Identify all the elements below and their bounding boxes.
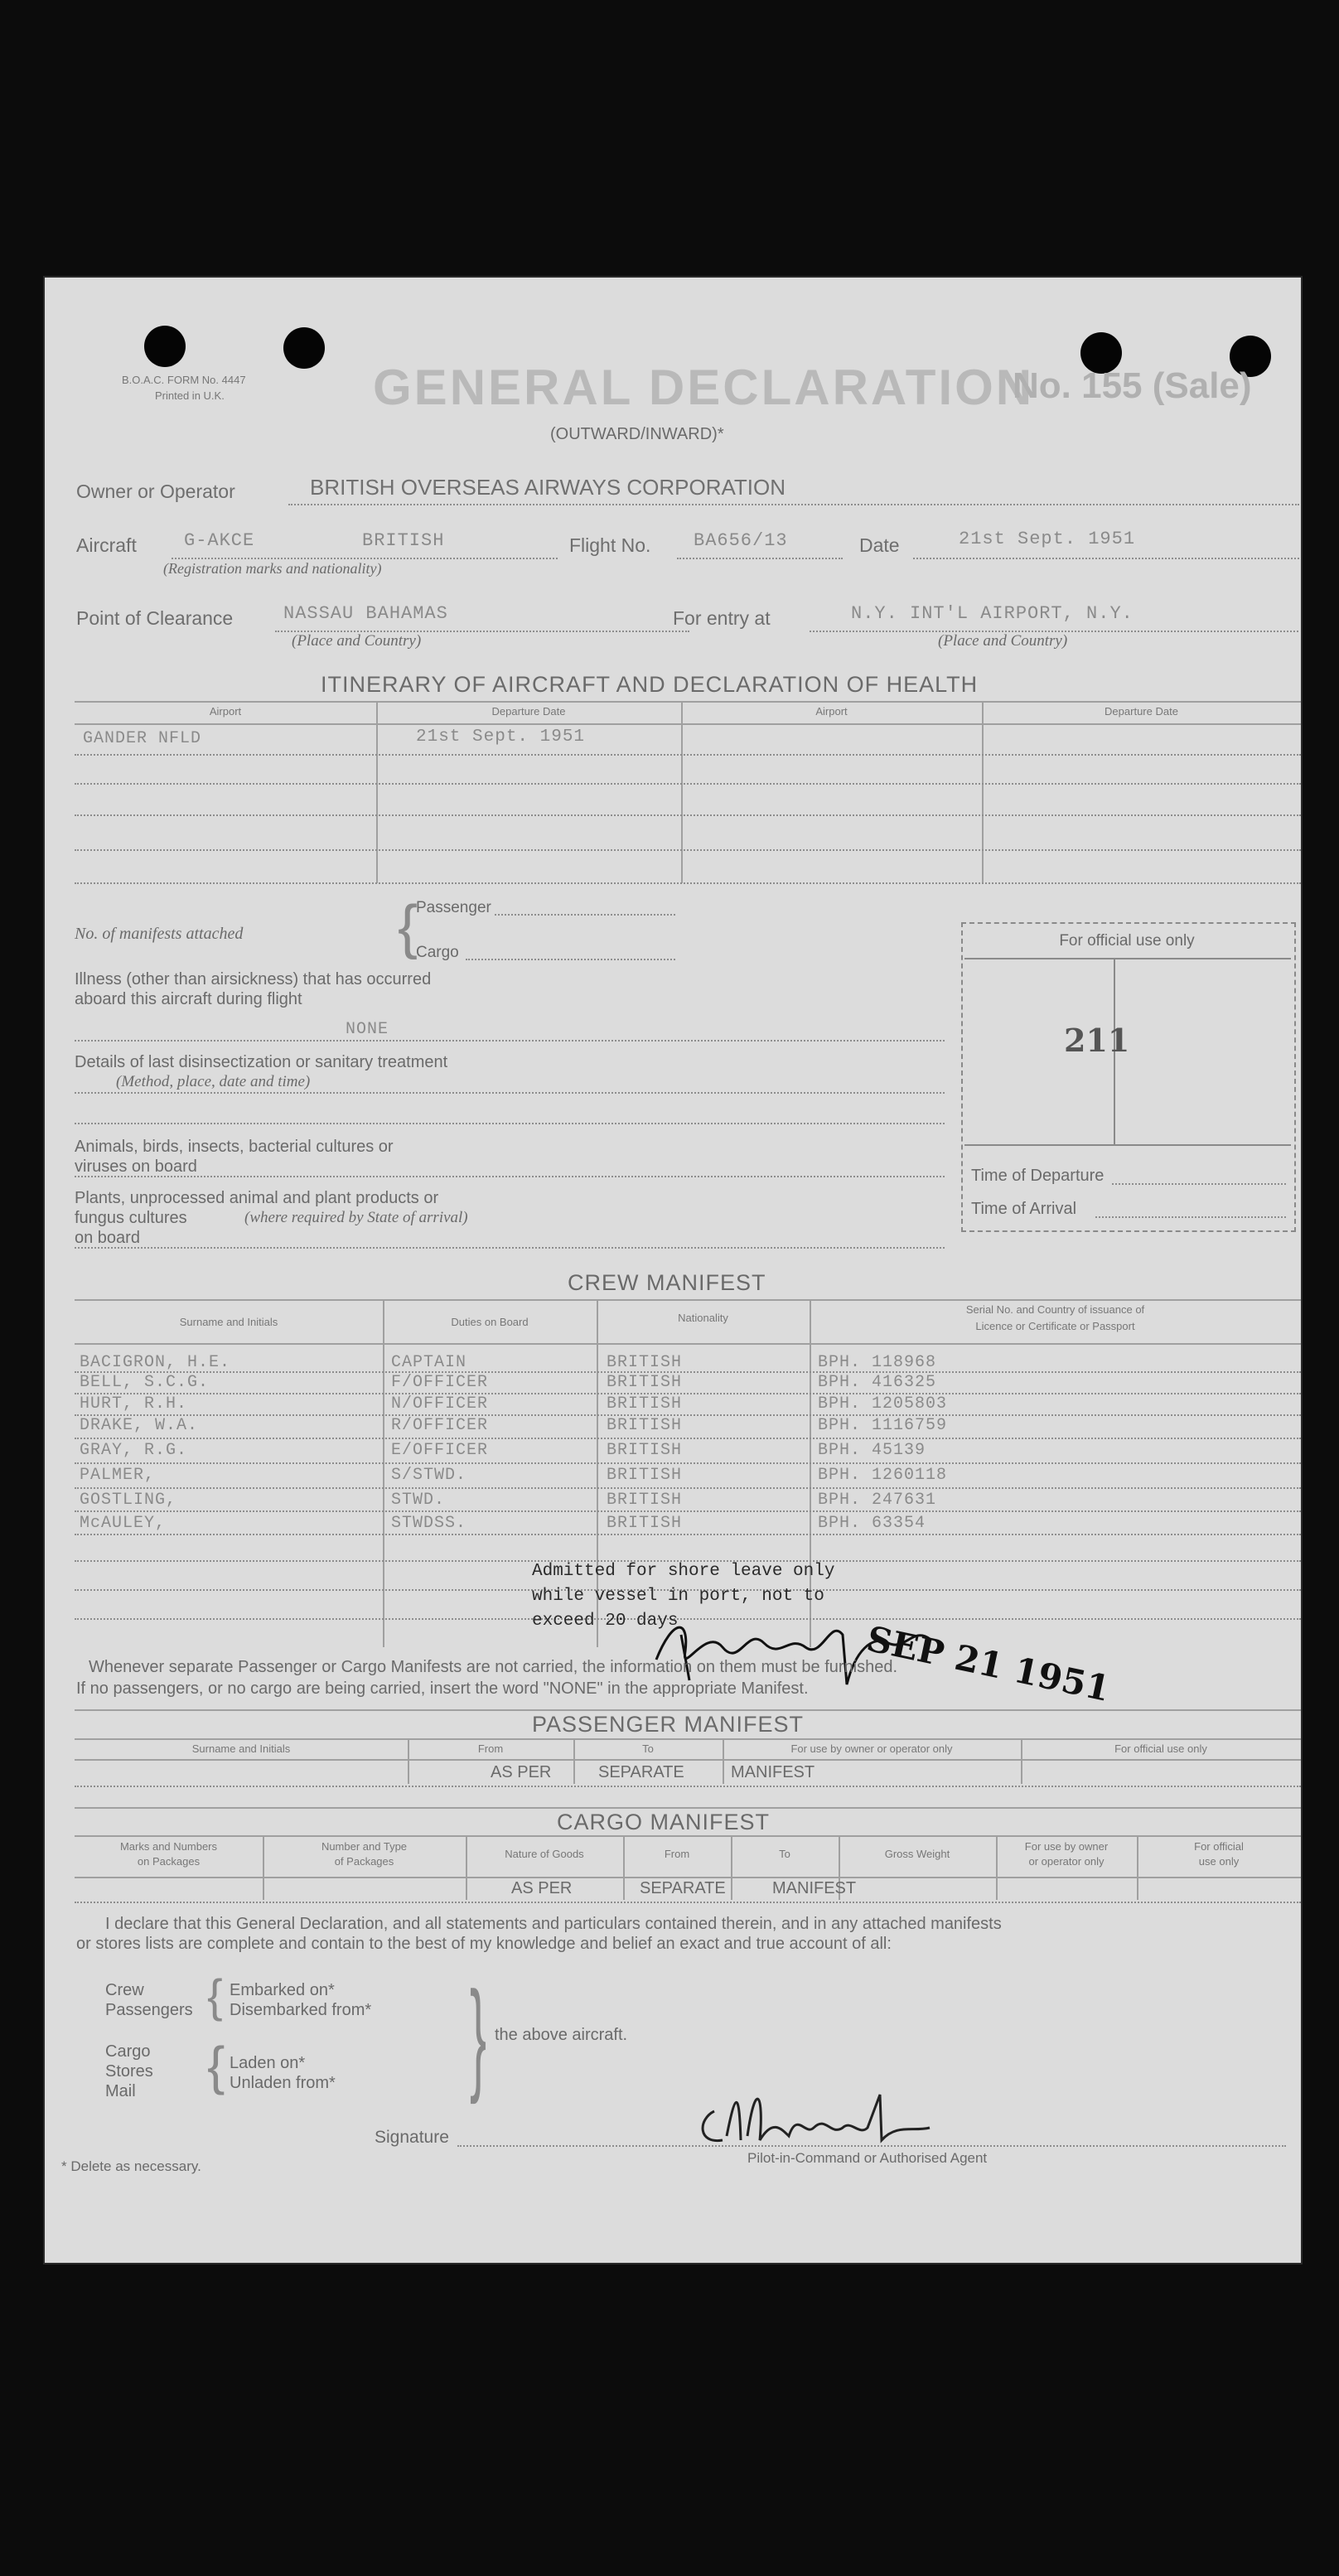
declaration-line2: or stores lists are complete and contain to the best of my knowledge and belief an exact and true account of all:: [76, 1935, 892, 1953]
cargo-col-marks: Marks and Numbers: [119, 1840, 218, 1853]
shore-leave-stamp-line2: while vessel in port, not to: [532, 1587, 824, 1606]
plants-label3: on board: [75, 1229, 140, 1247]
illness-label2: aboard this aircraft during flight: [75, 990, 302, 1008]
passenger-as-per: AS PER: [491, 1763, 552, 1781]
declaration-unladen: Unladen from*: [230, 2074, 336, 2092]
declaration-stores: Stores: [105, 2062, 153, 2081]
form-title: GENERAL DECLARATION: [373, 360, 1035, 415]
crew-row-serial: BPH. 416325: [818, 1373, 937, 1392]
crew-row-duty: F/OFFICER: [391, 1373, 489, 1392]
passenger-col-owner: For use by owner or operator only: [790, 1742, 953, 1755]
crew-row-duty: R/OFFICER: [391, 1416, 489, 1435]
crew-col-name: Surname and Initials: [179, 1316, 278, 1328]
clearance-hint: (Place and Country): [292, 632, 422, 650]
crew-row-serial: BPH. 1205803: [818, 1394, 948, 1414]
clearance-value: NASSAU BAHAMAS: [283, 603, 448, 624]
manifests-brace: {: [398, 894, 418, 960]
aircraft-hint: (Registration marks and nationality): [163, 560, 382, 577]
cargo-col-owner: For use by owner: [1024, 1840, 1109, 1853]
crew-footnote2: If no passengers, or no cargo are being carried, insert the word "NONE" in the appropriate Manifest.: [76, 1679, 809, 1698]
crew-row-serial: BPH. 118968: [818, 1353, 937, 1372]
itinerary-row1-date: 21st Sept. 1951: [416, 727, 586, 747]
crew-row-duty: CAPTAIN: [391, 1353, 467, 1372]
crew-row-duty: STWDSS.: [391, 1514, 467, 1533]
crew-row-name: PALMER,: [80, 1466, 156, 1485]
delete-note: * Delete as necessary.: [61, 2158, 201, 2174]
crew-row-duty: S/STWD.: [391, 1466, 467, 1485]
captain-signature: [689, 2061, 1004, 2153]
printed-note: Printed in U.K.: [155, 389, 225, 402]
manifests-passenger: Passenger: [416, 899, 491, 916]
passenger-col-official: For official use only: [1114, 1742, 1207, 1755]
punch-hole: [283, 327, 325, 369]
crew-row-name: McAULEY,: [80, 1514, 167, 1533]
crew-col-nationality: Nationality: [678, 1312, 728, 1324]
crew-heading: CREW MANIFEST: [568, 1270, 766, 1295]
brace-1: {: [207, 1969, 223, 2022]
declaration-cargo: Cargo: [105, 2042, 151, 2061]
cargo-col-owner2: or operator only: [1028, 1855, 1105, 1868]
crew-row-duty: STWD.: [391, 1491, 446, 1510]
crew-row-name: GOSTLING,: [80, 1491, 177, 1510]
crew-row-serial: BPH. 1260118: [818, 1466, 948, 1485]
manifests-cargo: Cargo: [416, 944, 459, 961]
illness-label: Illness (other than airsickness) that has occurred: [75, 970, 432, 988]
crew-row-serial: BPH. 45139: [818, 1441, 926, 1460]
declaration-laden: Laden on*: [230, 2054, 306, 2072]
flight-value: BA656/13: [694, 530, 788, 551]
passenger-heading: PASSENGER MANIFEST: [532, 1712, 805, 1737]
declaration-passengers: Passengers: [105, 2001, 193, 2019]
crew-row-name: BACIGRON, H.E.: [80, 1353, 231, 1372]
passenger-col-to: To: [642, 1742, 654, 1755]
disinsect-hint: (Method, place, date and time): [116, 1073, 311, 1090]
animals-label2: viruses on board: [75, 1158, 197, 1176]
signatory-label: Pilot-in-Command or Authorised Agent: [747, 2150, 988, 2166]
form-subtitle: (OUTWARD/INWARD)*: [550, 425, 724, 443]
crew-row-name: GRAY, R.G.: [80, 1441, 188, 1460]
crew-col-serial2: Licence or Certificate or Passport: [975, 1320, 1135, 1332]
itinerary-col-airport2: Airport: [815, 705, 848, 718]
crew-row-nationality: BRITISH: [607, 1416, 683, 1435]
official-stamp-number: 211: [1064, 1022, 1130, 1059]
aircraft-nationality: BRITISH: [362, 530, 445, 551]
official-arrival: Time of Arrival: [971, 1200, 1077, 1218]
brace-2: {: [207, 2036, 225, 2095]
cargo-col-from: From: [664, 1848, 690, 1860]
illness-value: NONE: [346, 1020, 389, 1039]
date-label: Date: [859, 534, 900, 556]
clearance-label: Point of Clearance: [76, 607, 234, 629]
crew-row-nationality: BRITISH: [607, 1353, 683, 1372]
declaration-form: [43, 276, 1303, 2264]
crew-row-name: DRAKE, W.A.: [80, 1416, 199, 1435]
crew-row-nationality: BRITISH: [607, 1514, 683, 1533]
crew-row-nationality: BRITISH: [607, 1466, 683, 1485]
cargo-col-gross: Gross Weight: [884, 1848, 950, 1860]
shore-leave-stamp-line1: Admitted for shore leave only: [532, 1562, 835, 1581]
aircraft-label: Aircraft: [76, 534, 137, 556]
form-number: No. 155 (Sale): [1013, 365, 1252, 406]
entry-label: For entry at: [673, 607, 771, 629]
declaration-crew: Crew: [105, 1981, 144, 1999]
cargo-col-to: To: [779, 1848, 790, 1860]
crew-row-nationality: BRITISH: [607, 1373, 683, 1392]
cargo-col-number2: of Packages: [334, 1855, 394, 1868]
crew-row-duty: E/OFFICER: [391, 1441, 489, 1460]
passenger-col-from: From: [477, 1742, 504, 1755]
crew-row-duty: N/OFFICER: [391, 1394, 489, 1414]
crew-row-nationality: BRITISH: [607, 1394, 683, 1414]
itinerary-row1-airport: GANDER NFLD: [83, 729, 202, 748]
cargo-heading: CARGO MANIFEST: [557, 1810, 771, 1834]
plants-label: Plants, unprocessed animal and plant products or: [75, 1189, 439, 1207]
crew-row-nationality: BRITISH: [607, 1441, 683, 1460]
shore-leave-stamp-line3: exceed 20 days: [532, 1612, 679, 1631]
crew-row-name: BELL, S.C.G.: [80, 1373, 210, 1392]
declaration-disembarked: Disembarked from*: [230, 2001, 372, 2019]
animals-label: Animals, birds, insects, bacterial cultures or: [75, 1138, 394, 1156]
form-code: B.O.A.C. FORM No. 4447: [122, 374, 246, 386]
signature-label: Signature: [375, 2128, 449, 2147]
crew-row-name: HURT, R.H.: [80, 1394, 188, 1414]
owner-value: BRITISH OVERSEAS AIRWAYS CORPORATION: [310, 475, 786, 500]
official-departure: Time of Departure: [971, 1167, 1105, 1185]
disinsect-label: Details of last disinsectization or sanitary treatment: [75, 1053, 448, 1071]
brace-3: }: [470, 1965, 487, 2105]
cargo-col-official: For official: [1194, 1840, 1244, 1853]
itinerary-col-departure: Departure Date: [491, 705, 566, 718]
crew-col-duties: Duties on Board: [451, 1316, 529, 1328]
cargo-separate: SEPARATE: [640, 1879, 726, 1897]
entry-hint: (Place and Country): [938, 632, 1068, 650]
itinerary-col-airport: Airport: [209, 705, 242, 718]
crew-col-serial: Serial No. and Country of issuance of: [965, 1303, 1145, 1316]
passenger-col-name: Surname and Initials: [191, 1742, 291, 1755]
passenger-separate: SEPARATE: [598, 1763, 684, 1781]
cargo-col-number: Number and Type: [321, 1840, 408, 1853]
declaration-embarked: Embarked on*: [230, 1981, 335, 1999]
itinerary-col-departure2: Departure Date: [1105, 705, 1178, 718]
declaration-line1: I declare that this General Declaration, and all statements and particulars contained therein, and in any attached manifests: [105, 1915, 1002, 1933]
manifests-label: No. of manifests attached: [75, 925, 244, 943]
declaration-mail: Mail: [105, 2082, 136, 2100]
owner-label: Owner or Operator: [76, 481, 235, 502]
cargo-as-per: AS PER: [511, 1879, 573, 1897]
declaration-above: the above aircraft.: [495, 2026, 628, 2044]
date-value: 21st Sept. 1951: [959, 529, 1136, 549]
plants-label2: fungus cultures: [75, 1209, 187, 1227]
punch-hole: [144, 326, 186, 367]
entry-value: N.Y. INT'L AIRPORT, N.Y.: [851, 603, 1134, 624]
plants-hint: (where required by State of arrival): [244, 1209, 468, 1226]
cargo-col-nature: Nature of Goods: [505, 1848, 584, 1860]
passenger-manifest: MANIFEST: [731, 1763, 815, 1781]
flight-label: Flight No.: [569, 534, 651, 556]
crew-row-serial: BPH. 247631: [818, 1491, 937, 1510]
cargo-col-marks2: on Packages: [137, 1855, 201, 1868]
date-stamp: SEP 21 1951: [863, 1618, 1114, 1709]
cargo-col-official2: use only: [1198, 1855, 1240, 1868]
crew-row-serial: BPH. 1116759: [818, 1416, 948, 1435]
crew-footnote: Whenever separate Passenger or Cargo Manifests are not carried, the information on them must be furnished.: [89, 1658, 898, 1676]
official-heading: For official use only: [1059, 932, 1195, 950]
itinerary-heading: ITINERARY OF AIRCRAFT AND DECLARATION OF HEALTH: [321, 672, 979, 697]
aircraft-registration: G-AKCE: [184, 530, 255, 551]
crew-row-nationality: BRITISH: [607, 1491, 683, 1510]
cargo-manifest: MANIFEST: [772, 1879, 857, 1897]
crew-row-serial: BPH. 63354: [818, 1514, 926, 1533]
